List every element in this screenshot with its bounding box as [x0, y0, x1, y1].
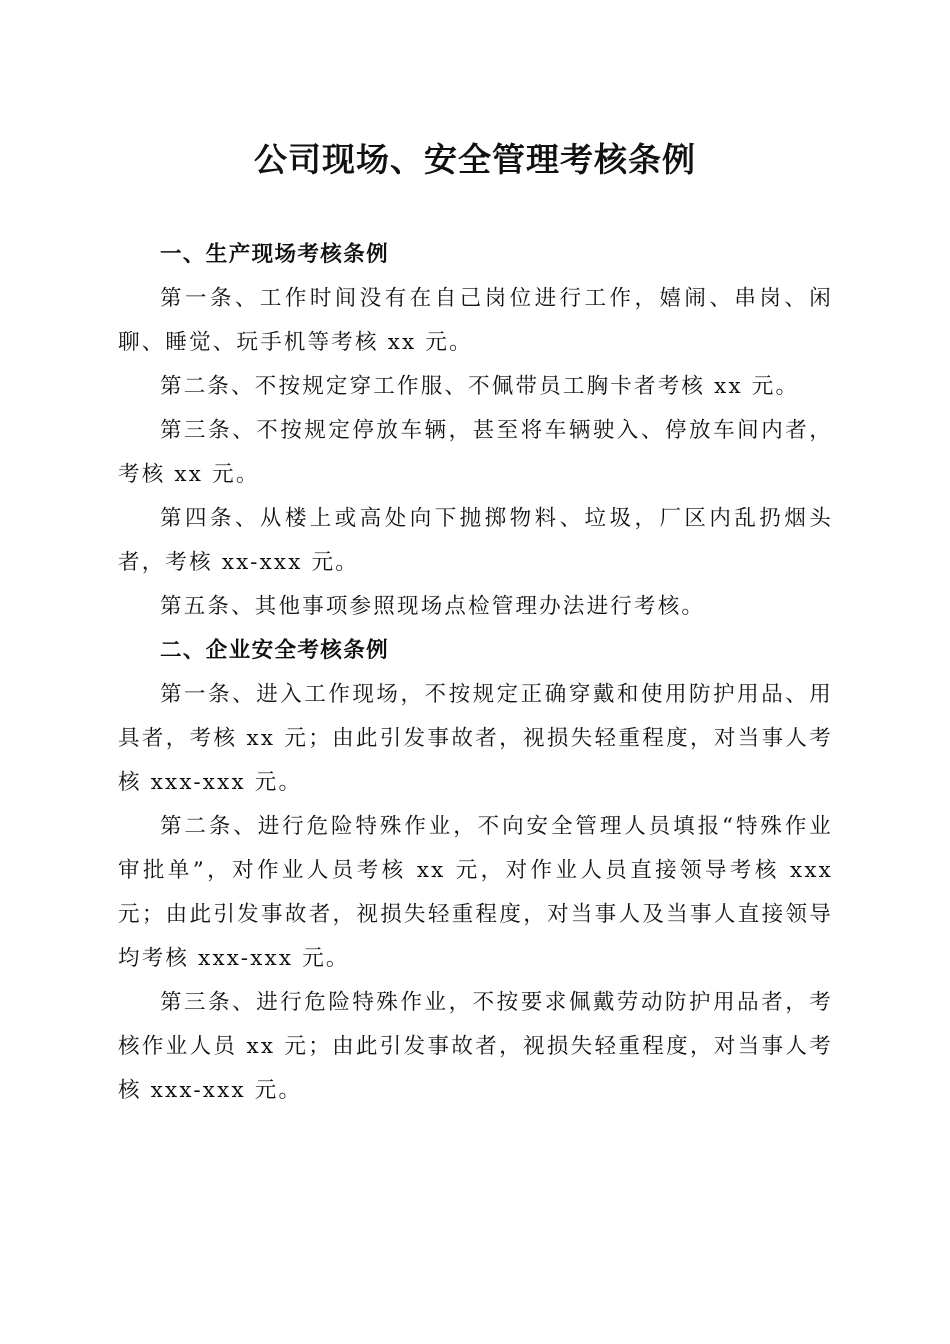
document-body	[118, 233, 833, 1113]
article-paragraph: 第二条、不按规定穿工作服、不佩带员工胸卡者考核 xx 元。	[160, 374, 800, 399]
article-paragraph: 第五条、其他事项参照现场点检管理办法进行考核。	[160, 594, 706, 619]
article-paragraph: 第二条、进行危险特殊作业，不向安全管理人员填报“特殊作业审批单”，对作业人员考核 xx 元，对作业人员直接领导考核 xxx 元；由此引发事故者，视损失轻重程度，对当事人及当事人直接领导均考核 xxx-xxx 元。	[118, 814, 833, 971]
article-paragraph: 第一条、进入工作现场，不按规定正确穿戴和使用防护用品、用具者，考核 xx 元；由此引发事故者，视损失轻重程度，对当事人考核 xxx-xxx 元。	[118, 682, 833, 795]
article-paragraph: 第四条、从楼上或高处向下抛掷物料、垃圾，厂区内乱扔烟头者，考核 xx-xxx 元。	[118, 506, 833, 575]
article-paragraph: 第三条、不按规定停放车辆，甚至将车辆驶入、停放车间内者，考核 xx 元。	[118, 418, 833, 487]
section-enterprise-safety	[118, 629, 833, 1113]
article-paragraph: 第三条、进行危险特殊作业，不按要求佩戴劳动防护用品者，考核作业人员 xx 元；由此引发事故者，视损失轻重程度，对当事人考核 xxx-xxx 元。	[118, 990, 833, 1103]
section-production-site	[118, 233, 833, 629]
section-heading: 一、生产现场考核条例	[160, 242, 390, 267]
document-title: 公司现场、安全管理考核条例	[254, 140, 696, 179]
article-paragraph: 第一条、工作时间没有在自己岗位进行工作，嬉闹、串岗、闲聊、睡觉、玩手机等考核 xx 元。	[118, 286, 833, 355]
section-heading: 二、企业安全考核条例	[160, 638, 390, 663]
